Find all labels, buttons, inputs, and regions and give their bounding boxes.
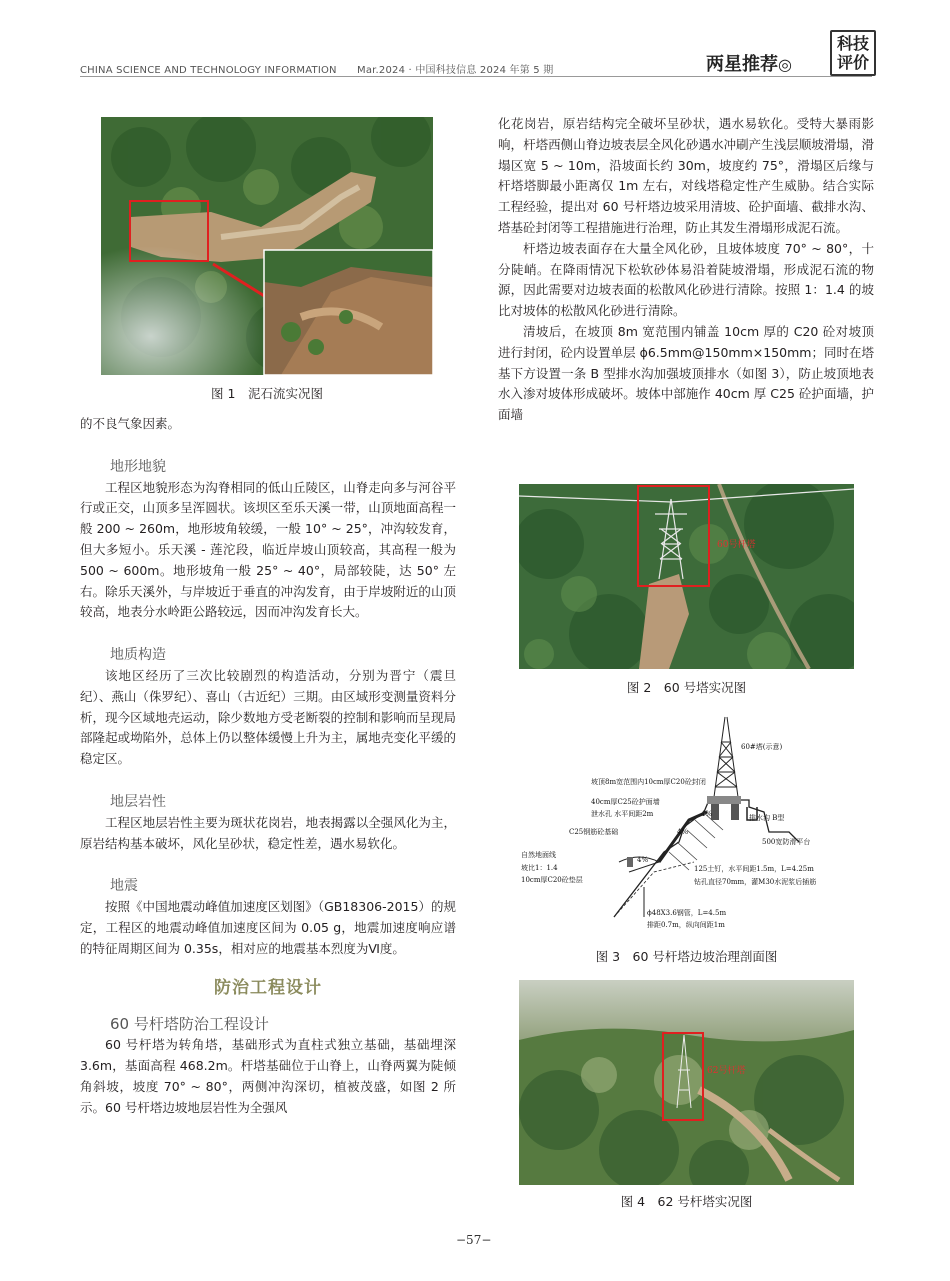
journal-header	[80, 61, 553, 76]
figure-1-caption: 图 1 泥石流实况图	[211, 386, 323, 401]
left-column	[80, 414, 456, 1118]
diagram-label-soil-nail: 125土钉，水平间距1.5m，L=4.25m	[694, 865, 814, 873]
heading-terrain: 地形地貌	[110, 458, 166, 475]
figure-3-caption: 图 3 60 号杆塔边坡治理剖面图	[595, 949, 778, 964]
diagram-label-spacing: 排距0.7m，纵向间距1m	[647, 921, 725, 929]
diagram-label-slope-ratio: 坡比1：1.4	[521, 864, 558, 872]
heading-tower-60: 60 号杆塔防治工程设计	[110, 1015, 269, 1034]
paragraph-right-3: 清坡后，在坡顶 8m 宽范围内铺盖 10cm 厚的 C20 砼对坡顶进行封闭，砼内设置单层 ϕ6.5mm@150mm×150mm；同时在塔基下方设置一条 B 型排水沟加强坡顶排水（如图 3），防止坡顶地表水入渗对坡体形成破坏。坡体中部施作 40cm 厚 C25 砼护面墙，护面墙	[498, 323, 874, 423]
paragraph-right-2: 杆塔边坡表面存在大量全风化砂，且坡体坡度 70° ~ 80°，十分陡峭。在降雨情况下松软砂体易沿着陡坡滑塌，形成泥石流的物源，因此需要对边坡表面的松散风化砂进行清除。按照 1：1.4 的坡比对坡体的松散风化砂进行清除。	[498, 240, 874, 319]
section-badge: 科技 评价	[830, 30, 876, 76]
section-title: 两星推荐◎	[706, 54, 792, 75]
paragraph-tower-60: 60 号杆塔为转角塔，基础形式为直柱式独立基础，基础埋深 3.6m，基面高程 468.2m。杆塔基础位于山脊上，山脊两翼为陡倾角斜坡，坡度 70° ~ 80°，两侧冲沟深切，植被茂盛，如图 2 所示。60 号杆塔边坡地层岩性为全强风	[80, 1037, 456, 1115]
paragraph-strata: 工程区地层岩性主要为斑状花岗岩，地表揭露以全强风化为主，原岩结构基本破坏，风化呈砂状，稳定性差，遇水易软化。	[80, 814, 456, 851]
heading-strata: 地层岩性	[110, 793, 166, 810]
diagram-label-ditch: 排水沟 B型	[749, 814, 785, 822]
diagram-label-cushion: 10cm厚C20砼垫层	[521, 876, 583, 884]
figure-1-photo	[101, 117, 433, 375]
figure-2-caption: 图 2 60 号塔实况图	[626, 680, 747, 695]
diagram-pct-2: 4%	[677, 828, 689, 836]
tower-symbol	[714, 717, 738, 797]
diagram-label-ground-line: 自然地面线	[521, 851, 556, 859]
header-rule	[80, 76, 872, 77]
diagram-label-steel-pipe: ϕ48X3.6钢管，L=4.5m	[647, 909, 727, 917]
paragraph-geology: 该地区经历了三次比较剧烈的构造活动，分别为晋宁（震旦纪）、燕山（侏罗纪）、喜山（古近纪）三期。由区域形变测量资料分析，现今区域地壳运动，除少数地方受老断裂的控制和影响而呈现局部隆起或坳陷外，总体上仍以整体缓慢上升为主，属地壳变化平缓的稳定区。	[80, 667, 456, 767]
diagram-label-platform: 500宽防滑平台	[762, 838, 811, 846]
paragraph-terrain: 工程区地貌形态为沟脊相同的低山丘陵区，山脊走向多与河谷平行或正交，山顶多呈浑圆状。该坝区至乐天溪一带，山顶地面高程一般 200 ~ 260m，地形坡角较缓，一般 10° ~ 25°，冲沟较发育，但大多短小。乐天溪 - 莲沱段，临近岸坡山顶较高，其高程一般为 500 ~ 600m。地形坡角一般 25° ~ 40°，局部较陡，达 50° 左右。除乐天溪外，与岸坡近于垂直的冲沟发育，由于岸坡附近的山顶较高，地表分水岭距公路较远，因而冲沟发育长大。	[80, 479, 456, 620]
diagram-pct-3: 4%	[637, 856, 649, 864]
diagram-label-weep-hole: 泄水孔 水平间距2m	[591, 810, 654, 818]
figure-4-photo	[519, 980, 854, 1185]
page-number: −57−	[456, 1233, 492, 1247]
paragraph-continuation: 的不良气象因素。	[80, 416, 181, 431]
diagram-label-top-seal: 坡顶8m宽范围内10cm厚C20砼封闭	[591, 778, 706, 786]
diagram-label-drill-hole: 钻孔直径70mm，灌M30水泥浆后插筋	[694, 878, 817, 886]
figure-4-label: 62号杆塔	[707, 1066, 746, 1076]
figure-4-caption: 图 4 62 号杆塔实况图	[620, 1194, 753, 1209]
diagram-pct-1: 4%	[701, 810, 713, 818]
right-column-text	[498, 114, 874, 426]
figure-3-diagram	[519, 712, 854, 937]
heading-earthquake: 地震	[110, 878, 138, 895]
diagram-tower-label: 60#塔(示意)	[741, 743, 783, 751]
paragraph-earthquake: 按照《中国地震动峰值加速度区划图》（GB18306-2015）的规定，工程区的地震动峰值加速度区间为 0.05 g，地震加速度响应谱的特征周期区间为 0.35s，相对应的地震基本烈度为Ⅵ度。	[80, 899, 456, 956]
paragraph-right-1: 化花岗岩，原岩结构完全破坏呈砂状，遇水易软化。受特大暴雨影响，杆塔西侧山脊边坡表层全风化砂遇水冲刷产生浅层顺坡滑塌，滑塌区宽 5 ~ 10m，沿坡面长约 30m，坡度约 75°，滑塌区后缘与杆塔塔脚最小距离仅 1m 左右，对线塔稳定性产生威胁。结合实际工程经验，提出对 60 号杆塔边坡采用清坡、砼护面墙、截排水沟、塔基砼封闭等工程措施进行治理，防止其发生滑塌形成泥石流。	[498, 116, 874, 235]
figure-2-photo	[519, 484, 854, 669]
journal-issue: Mar.2024 · 中国科技信息 2024 年第 5 期	[357, 65, 554, 76]
journal-name: CHINA SCIENCE AND TECHNOLOGY INFORMATION	[80, 65, 337, 76]
heading-geology: 地质构造	[110, 647, 166, 664]
heading-design: 防治工程设计	[214, 977, 322, 998]
diagram-label-foundation: C25钢筋砼基础	[569, 828, 619, 836]
figure-2-label: 60号杆塔	[717, 540, 756, 550]
circle-icon: ◎	[778, 55, 792, 74]
diagram-label-face-wall: 40cm厚C25砼护面墙	[591, 798, 660, 806]
